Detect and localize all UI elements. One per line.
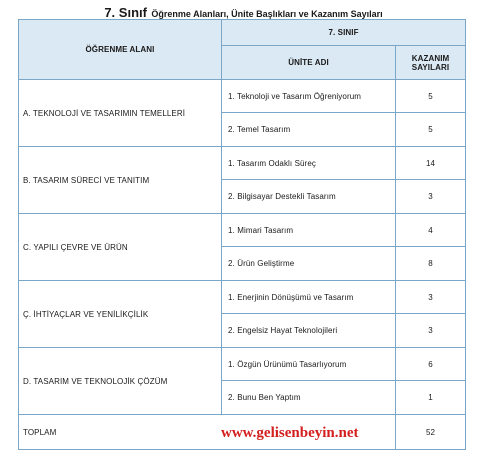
area-cell: A. TEKNOLOJİ VE TASARIMIN TEMELLERİ <box>19 80 222 147</box>
unit-cell: 1. Enerjinin Dönüşümü ve Tasarım <box>222 281 396 314</box>
unit-cell: 1. Teknoloji ve Tasarım Öğreniyorum <box>222 80 396 113</box>
count-cell: 3 <box>396 314 466 348</box>
header-grade: 7. SINIF <box>222 20 466 46</box>
count-cell: 5 <box>396 80 466 113</box>
unit-cell: 1. Tasarım Odaklı Süreç <box>222 147 396 180</box>
unit-cell: 1. Mimari Tasarım <box>222 214 396 247</box>
unit-cell: 1. Özgün Ürünümü Tasarlıyorum <box>222 348 396 381</box>
count-cell: 3 <box>396 281 466 314</box>
header-count <box>396 46 466 80</box>
count-cell: 4 <box>396 214 466 247</box>
area-cell: D. TASARIM VE TEKNOLOJİK ÇÖZÜM <box>19 348 222 415</box>
area-cell: Ç. İHTİYAÇLAR VE YENİLİKÇİLİK <box>19 281 222 348</box>
header-area: ÖĞRENME ALANI <box>19 20 222 80</box>
area-cell: B. TASARIM SÜRECİ VE TANITIM <box>19 147 222 214</box>
count-cell: 1 <box>396 381 466 415</box>
area-cell: C. YAPILI ÇEVRE VE ÜRÜN <box>19 214 222 281</box>
unit-cell: 2. Bilgisayar Destekli Tasarım <box>222 180 396 214</box>
count-cell: 5 <box>396 113 466 147</box>
count-cell: 14 <box>396 147 466 180</box>
unit-cell: 2. Engelsiz Hayat Teknolojileri <box>222 314 396 348</box>
watermark: www.gelisenbeyin.net <box>221 425 359 441</box>
count-cell: 3 <box>396 180 466 214</box>
unit-cell: 2. Bunu Ben Yaptım <box>222 381 396 415</box>
header-count-line2: SAYILARI <box>411 62 450 72</box>
unit-cell: 2. Ürün Geliştirme <box>222 247 396 281</box>
count-cell: 8 <box>396 247 466 281</box>
curriculum-table <box>18 19 466 450</box>
total-label: TOPLAM <box>19 415 396 450</box>
unit-cell: 2. Temel Tasarım <box>222 113 396 147</box>
count-cell: 6 <box>396 348 466 381</box>
total-count: 52 <box>396 415 466 450</box>
header-unit: ÜNİTE ADI <box>222 46 396 80</box>
title-main: 7. Sınıf <box>104 5 147 20</box>
title-sub: Öğrenme Alanları, Ünite Başlıkları ve Kazanım Sayıları <box>151 9 383 19</box>
header-count-line1: KAZANIM <box>411 53 450 63</box>
